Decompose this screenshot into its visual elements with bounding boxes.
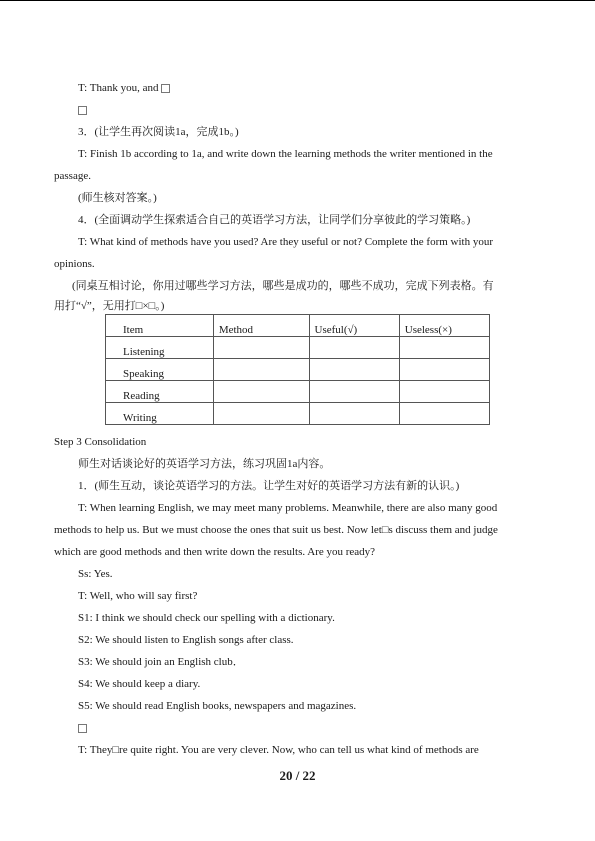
text-line: S1: I think we should check our spelling with a dictionary. bbox=[78, 612, 335, 624]
table-row-label: Listening bbox=[106, 337, 214, 359]
text-line: 4．(全面调动学生探索适合自己的英语学习方法，让同学们分享彼此的学习策略。) bbox=[78, 214, 471, 226]
placeholder-box-icon bbox=[78, 724, 87, 733]
text-line: T: Well, who will say first? bbox=[78, 590, 198, 602]
table-cell bbox=[213, 403, 309, 425]
text-line: 3．(让学生再次阅读1a，完成1b。) bbox=[78, 126, 239, 138]
table-cell bbox=[213, 381, 309, 403]
table-cell bbox=[309, 381, 399, 403]
text-line: T: Finish 1b according to 1a, and write down the learning methods the writer mentioned in the bbox=[78, 148, 493, 160]
placeholder-line bbox=[78, 721, 87, 735]
text-line: T: When learning English, we may meet many problems. Meanwhile, there are also many good bbox=[78, 502, 498, 514]
placeholder-box-icon bbox=[78, 106, 87, 115]
table-cell bbox=[399, 403, 489, 425]
table-row bbox=[106, 337, 490, 359]
table-cell bbox=[213, 337, 309, 359]
top-rule bbox=[0, 0, 595, 1]
methods-table bbox=[105, 314, 490, 425]
text-line: (同桌互相讨论，你用过哪些学习方法，哪些是成功的，哪些不成功，完成下列表格。有 bbox=[72, 280, 494, 292]
table-header-cell: Useful(√) bbox=[309, 315, 399, 337]
text-line: S4: We should keep a diary. bbox=[78, 678, 201, 690]
table-row-label: Reading bbox=[106, 381, 214, 403]
text-line: 用打“√”，无用打□×□。) bbox=[54, 300, 165, 312]
text-line: which are good methods and then write down the results. Are you ready? bbox=[54, 546, 376, 558]
text-line: S3: We should join an English club． bbox=[78, 656, 244, 668]
text-line: S2: We should listen to English songs after class. bbox=[78, 634, 294, 646]
table-cell bbox=[399, 359, 489, 381]
table-cell bbox=[399, 381, 489, 403]
text-line: T: Thank you, and bbox=[78, 81, 170, 95]
table-cell bbox=[399, 337, 489, 359]
text-line: T: They□re quite right. You are very clever. Now, who can tell us what kind of methods are bbox=[78, 744, 479, 756]
placeholder-box-icon bbox=[161, 84, 170, 93]
table-header-cell: Item bbox=[106, 315, 214, 337]
table-header-cell: Method bbox=[213, 315, 309, 337]
placeholder-line bbox=[78, 103, 87, 117]
text-line: 师生对话谈论好的英语学习方法，练习巩固1a内容。 bbox=[78, 458, 331, 470]
page-number: 20 / 22 bbox=[279, 768, 316, 783]
table-row-label: Writing bbox=[106, 403, 214, 425]
text-line: (师生核对答案。) bbox=[78, 192, 157, 204]
table-cell bbox=[309, 337, 399, 359]
table-header-cell: Useless(×) bbox=[399, 315, 489, 337]
table-cell bbox=[309, 403, 399, 425]
table-cell bbox=[309, 359, 399, 381]
table-row-label: Speaking bbox=[106, 359, 214, 381]
section-heading: Step 3 Consolidation bbox=[54, 436, 147, 448]
text-line: Ss: Yes. bbox=[78, 568, 113, 580]
table-row bbox=[106, 403, 490, 425]
text-line: opinions. bbox=[54, 258, 95, 270]
text-line: methods to help us. But we must choose the ones that suit us best. Now let□s discuss them and judge bbox=[54, 524, 498, 536]
table-header-row bbox=[106, 315, 490, 337]
text-line: S5: We should read English books, newspapers and magazines. bbox=[78, 700, 357, 712]
text-line: passage. bbox=[54, 170, 91, 182]
table-cell bbox=[213, 359, 309, 381]
text-line: 1．(师生互动，谈论英语学习的方法。让学生对好的英语学习方法有新的认识。) bbox=[78, 480, 460, 492]
table-row bbox=[106, 381, 490, 403]
text-line: T: What kind of methods have you used? Are they useful or not? Complete the form with your bbox=[78, 236, 494, 248]
table-row bbox=[106, 359, 490, 381]
